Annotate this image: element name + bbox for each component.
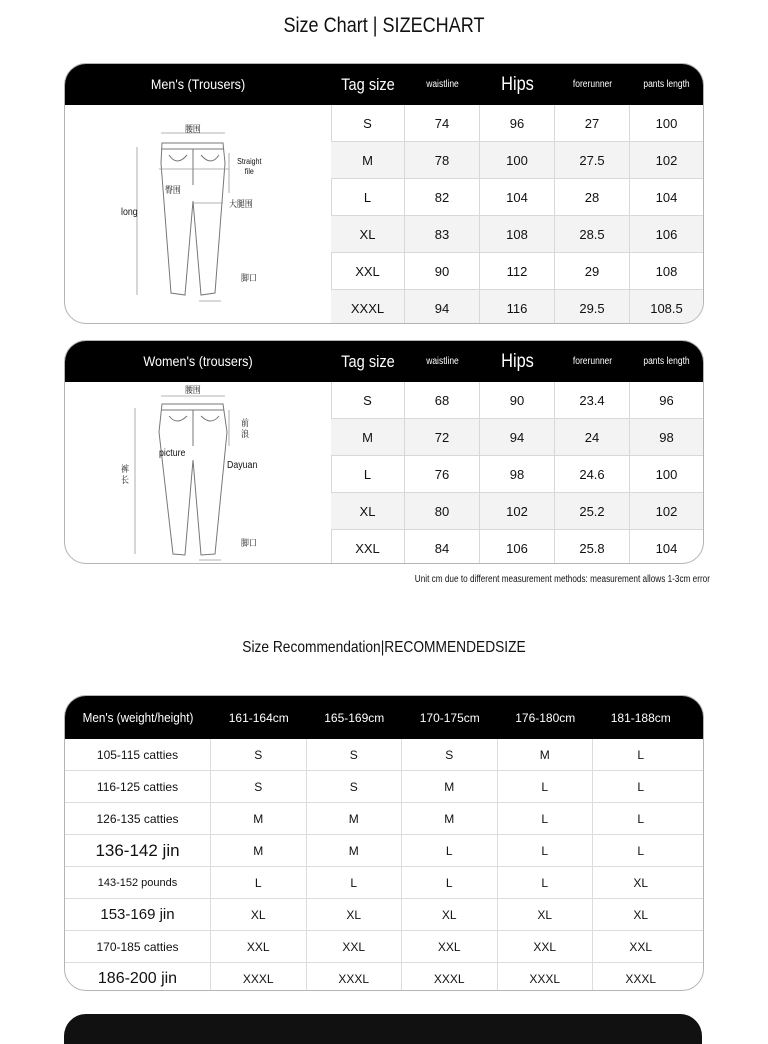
men-label-long: long: [121, 207, 138, 218]
table-cell: L: [637, 747, 645, 762]
table-cell: XL: [402, 899, 498, 930]
table-cell: XXXL: [211, 963, 307, 991]
table-cell: L: [498, 835, 594, 866]
women-label-waist: 腰围: [185, 385, 201, 395]
trousers-icon: [65, 382, 331, 563]
table-cell: M: [307, 803, 403, 834]
table-row: [65, 931, 703, 963]
weight-label: 136-142 jin: [65, 835, 211, 866]
women-header-waist: waistline: [426, 355, 459, 367]
table-cell: 98: [659, 429, 674, 445]
table-cell: L: [331, 179, 405, 215]
table-cell: 29: [555, 253, 630, 289]
men-label-thigh: 大腿围: [229, 199, 253, 209]
women-header-pants: pants length: [643, 355, 690, 367]
recommendation-table: [64, 695, 704, 991]
table-cell: 82: [405, 179, 480, 215]
table-cell: XXL: [211, 931, 307, 962]
women-header-name: Women's (trousers): [143, 353, 253, 370]
women-header-tag: Tag size: [341, 351, 395, 371]
table-cell: XXXL: [331, 290, 405, 324]
table-cell: 28: [555, 179, 630, 215]
table-cell: S: [402, 739, 498, 770]
table-cell: 106: [655, 226, 678, 242]
men-size-card: [64, 63, 704, 324]
table-cell: 98: [480, 456, 555, 492]
table-cell: 72: [405, 419, 480, 455]
table-cell: M: [211, 803, 307, 834]
table-row: [331, 142, 703, 179]
rec-header-height: 165-169cm: [324, 710, 385, 725]
table-cell: XL: [211, 899, 307, 930]
table-row: [331, 253, 703, 290]
table-row: [331, 216, 703, 253]
table-cell: 112: [480, 253, 555, 289]
men-table-header: [65, 64, 703, 105]
table-cell: M: [331, 142, 405, 178]
women-size-grid: [331, 382, 703, 564]
table-row: [65, 867, 703, 899]
table-cell: 76: [405, 456, 480, 492]
table-cell: XL: [331, 216, 405, 252]
table-cell: XL: [633, 875, 649, 890]
table-row: [331, 179, 703, 216]
table-cell: 90: [480, 382, 555, 418]
table-cell: 108.5: [650, 300, 683, 316]
table-cell: 94: [480, 419, 555, 455]
table-cell: 80: [405, 493, 480, 529]
women-label-rise: 前浪: [241, 418, 249, 439]
table-cell: M: [211, 835, 307, 866]
men-label-hip: 臀围: [165, 185, 181, 195]
table-cell: 108: [480, 216, 555, 252]
table-cell: 102: [655, 152, 678, 168]
weight-label: 116-125 catties: [65, 771, 211, 802]
weight-label: 143-152 pounds: [65, 867, 211, 898]
men-header-waist: waistline: [426, 78, 459, 90]
table-cell: 96: [659, 392, 674, 408]
table-cell: XXL: [307, 931, 403, 962]
table-cell: XL: [498, 899, 594, 930]
men-size-grid: [331, 105, 703, 324]
table-cell: S: [307, 739, 403, 770]
table-cell: M: [331, 419, 405, 455]
table-cell: 94: [405, 290, 480, 324]
table-cell: XXXL: [402, 963, 498, 991]
table-cell: L: [637, 779, 645, 794]
table-cell: 104: [655, 540, 678, 556]
table-cell: 104: [480, 179, 555, 215]
table-cell: L: [498, 771, 594, 802]
men-label-waist: 腰围: [185, 124, 201, 134]
table-cell: XXXL: [307, 963, 403, 991]
men-header-pants: pants length: [643, 78, 690, 90]
table-cell: L: [307, 867, 403, 898]
men-header-fore: forerunner: [572, 78, 613, 90]
table-cell: 100: [655, 466, 678, 482]
table-cell: XXXL: [498, 963, 594, 991]
men-header-tag: Tag size: [341, 74, 395, 94]
table-cell: 27: [555, 105, 630, 141]
women-table-header: [65, 341, 703, 382]
rec-header-height: 181-188cm: [610, 710, 671, 725]
rec-header-label: Men's (weight/height): [82, 710, 194, 725]
table-cell: 104: [655, 189, 678, 205]
table-row: [65, 899, 703, 931]
table-cell: S: [211, 739, 307, 770]
table-cell: L: [402, 867, 498, 898]
table-cell: 28.5: [555, 216, 630, 252]
table-row: [331, 382, 703, 419]
table-cell: XXL: [629, 939, 653, 954]
table-cell: XXL: [331, 253, 405, 289]
table-cell: XXL: [498, 931, 594, 962]
table-cell: 100: [480, 142, 555, 178]
table-cell: 84: [405, 530, 480, 564]
table-cell: XL: [633, 907, 649, 922]
table-row: [331, 290, 703, 324]
table-cell: XL: [331, 493, 405, 529]
table-cell: L: [331, 456, 405, 492]
table-cell: S: [307, 771, 403, 802]
recommendation-title: Size Recommendation|RECOMMENDEDSIZE: [242, 639, 526, 656]
table-cell: M: [402, 771, 498, 802]
table-cell: L: [637, 843, 645, 858]
table-cell: 83: [405, 216, 480, 252]
women-trousers-diagram: [65, 382, 332, 563]
table-cell: 108: [655, 263, 678, 279]
table-cell: M: [402, 803, 498, 834]
men-label-hem: 脚口: [241, 273, 257, 283]
table-cell: S: [331, 382, 405, 418]
trousers-icon: [65, 105, 331, 323]
table-cell: L: [402, 835, 498, 866]
table-cell: L: [498, 867, 594, 898]
men-header-hips: Hips: [501, 73, 534, 95]
table-cell: 24.6: [555, 456, 630, 492]
women-label-dayuan: Dayuan: [227, 460, 258, 471]
table-cell: 116: [480, 290, 555, 324]
table-cell: 68: [405, 382, 480, 418]
table-row: [65, 771, 703, 803]
table-cell: XL: [307, 899, 403, 930]
table-cell: 90: [405, 253, 480, 289]
table-cell: S: [331, 105, 405, 141]
table-cell: 78: [405, 142, 480, 178]
table-cell: M: [307, 835, 403, 866]
women-label-length: 裤长: [121, 464, 129, 485]
table-cell: 102: [480, 493, 555, 529]
women-label-hem: 脚口: [241, 538, 257, 548]
weight-label: 186-200 jin: [65, 963, 211, 991]
table-row: [331, 105, 703, 142]
table-row: [331, 530, 703, 564]
table-cell: 27.5: [555, 142, 630, 178]
women-header-fore: forerunner: [572, 355, 613, 367]
table-cell: 96: [480, 105, 555, 141]
rec-header-height: 170-175cm: [419, 710, 480, 725]
table-row: [331, 419, 703, 456]
rec-header-height: 161-164cm: [228, 710, 289, 725]
table-cell: L: [211, 867, 307, 898]
table-cell: 100: [655, 115, 678, 131]
table-row: [65, 803, 703, 835]
table-cell: 25.8: [555, 530, 630, 564]
men-trousers-diagram: [65, 105, 332, 323]
women-header-hips: Hips: [501, 350, 534, 372]
table-cell: M: [498, 739, 594, 770]
women-label-picture: picture: [159, 448, 186, 459]
table-cell: L: [637, 811, 645, 826]
rec-header-height: 176-180cm: [515, 710, 576, 725]
weight-label: 170-185 catties: [65, 931, 211, 962]
table-cell: 24: [555, 419, 630, 455]
page-title: Size Chart | SIZECHART: [283, 14, 485, 37]
women-size-card: [64, 340, 704, 564]
table-cell: 102: [655, 503, 678, 519]
weight-label: 126-135 catties: [65, 803, 211, 834]
table-cell: 74: [405, 105, 480, 141]
table-row: [331, 493, 703, 530]
table-row: [65, 963, 703, 991]
men-header-name: Men's (Trousers): [150, 76, 246, 93]
table-cell: XXXL: [625, 971, 657, 986]
table-cell: 29.5: [555, 290, 630, 324]
table-cell: S: [211, 771, 307, 802]
table-row: [65, 835, 703, 867]
unit-note: Unit cm due to different measurement methods: measurement allows 1-3cm error: [414, 574, 710, 585]
weight-label: 153-169 jin: [65, 899, 211, 930]
table-cell: L: [498, 803, 594, 834]
table-row: [331, 456, 703, 493]
table-cell: 23.4: [555, 382, 630, 418]
table-cell: 25.2: [555, 493, 630, 529]
table-cell: 106: [480, 530, 555, 564]
table-cell: XXL: [331, 530, 405, 564]
table-cell: XXL: [402, 931, 498, 962]
weight-label: 105-115 catties: [65, 739, 211, 770]
recommendation-header: [65, 696, 703, 739]
next-card-edge: [64, 1014, 702, 1044]
men-label-straight: Straight file: [237, 157, 262, 176]
table-row: [65, 739, 703, 771]
